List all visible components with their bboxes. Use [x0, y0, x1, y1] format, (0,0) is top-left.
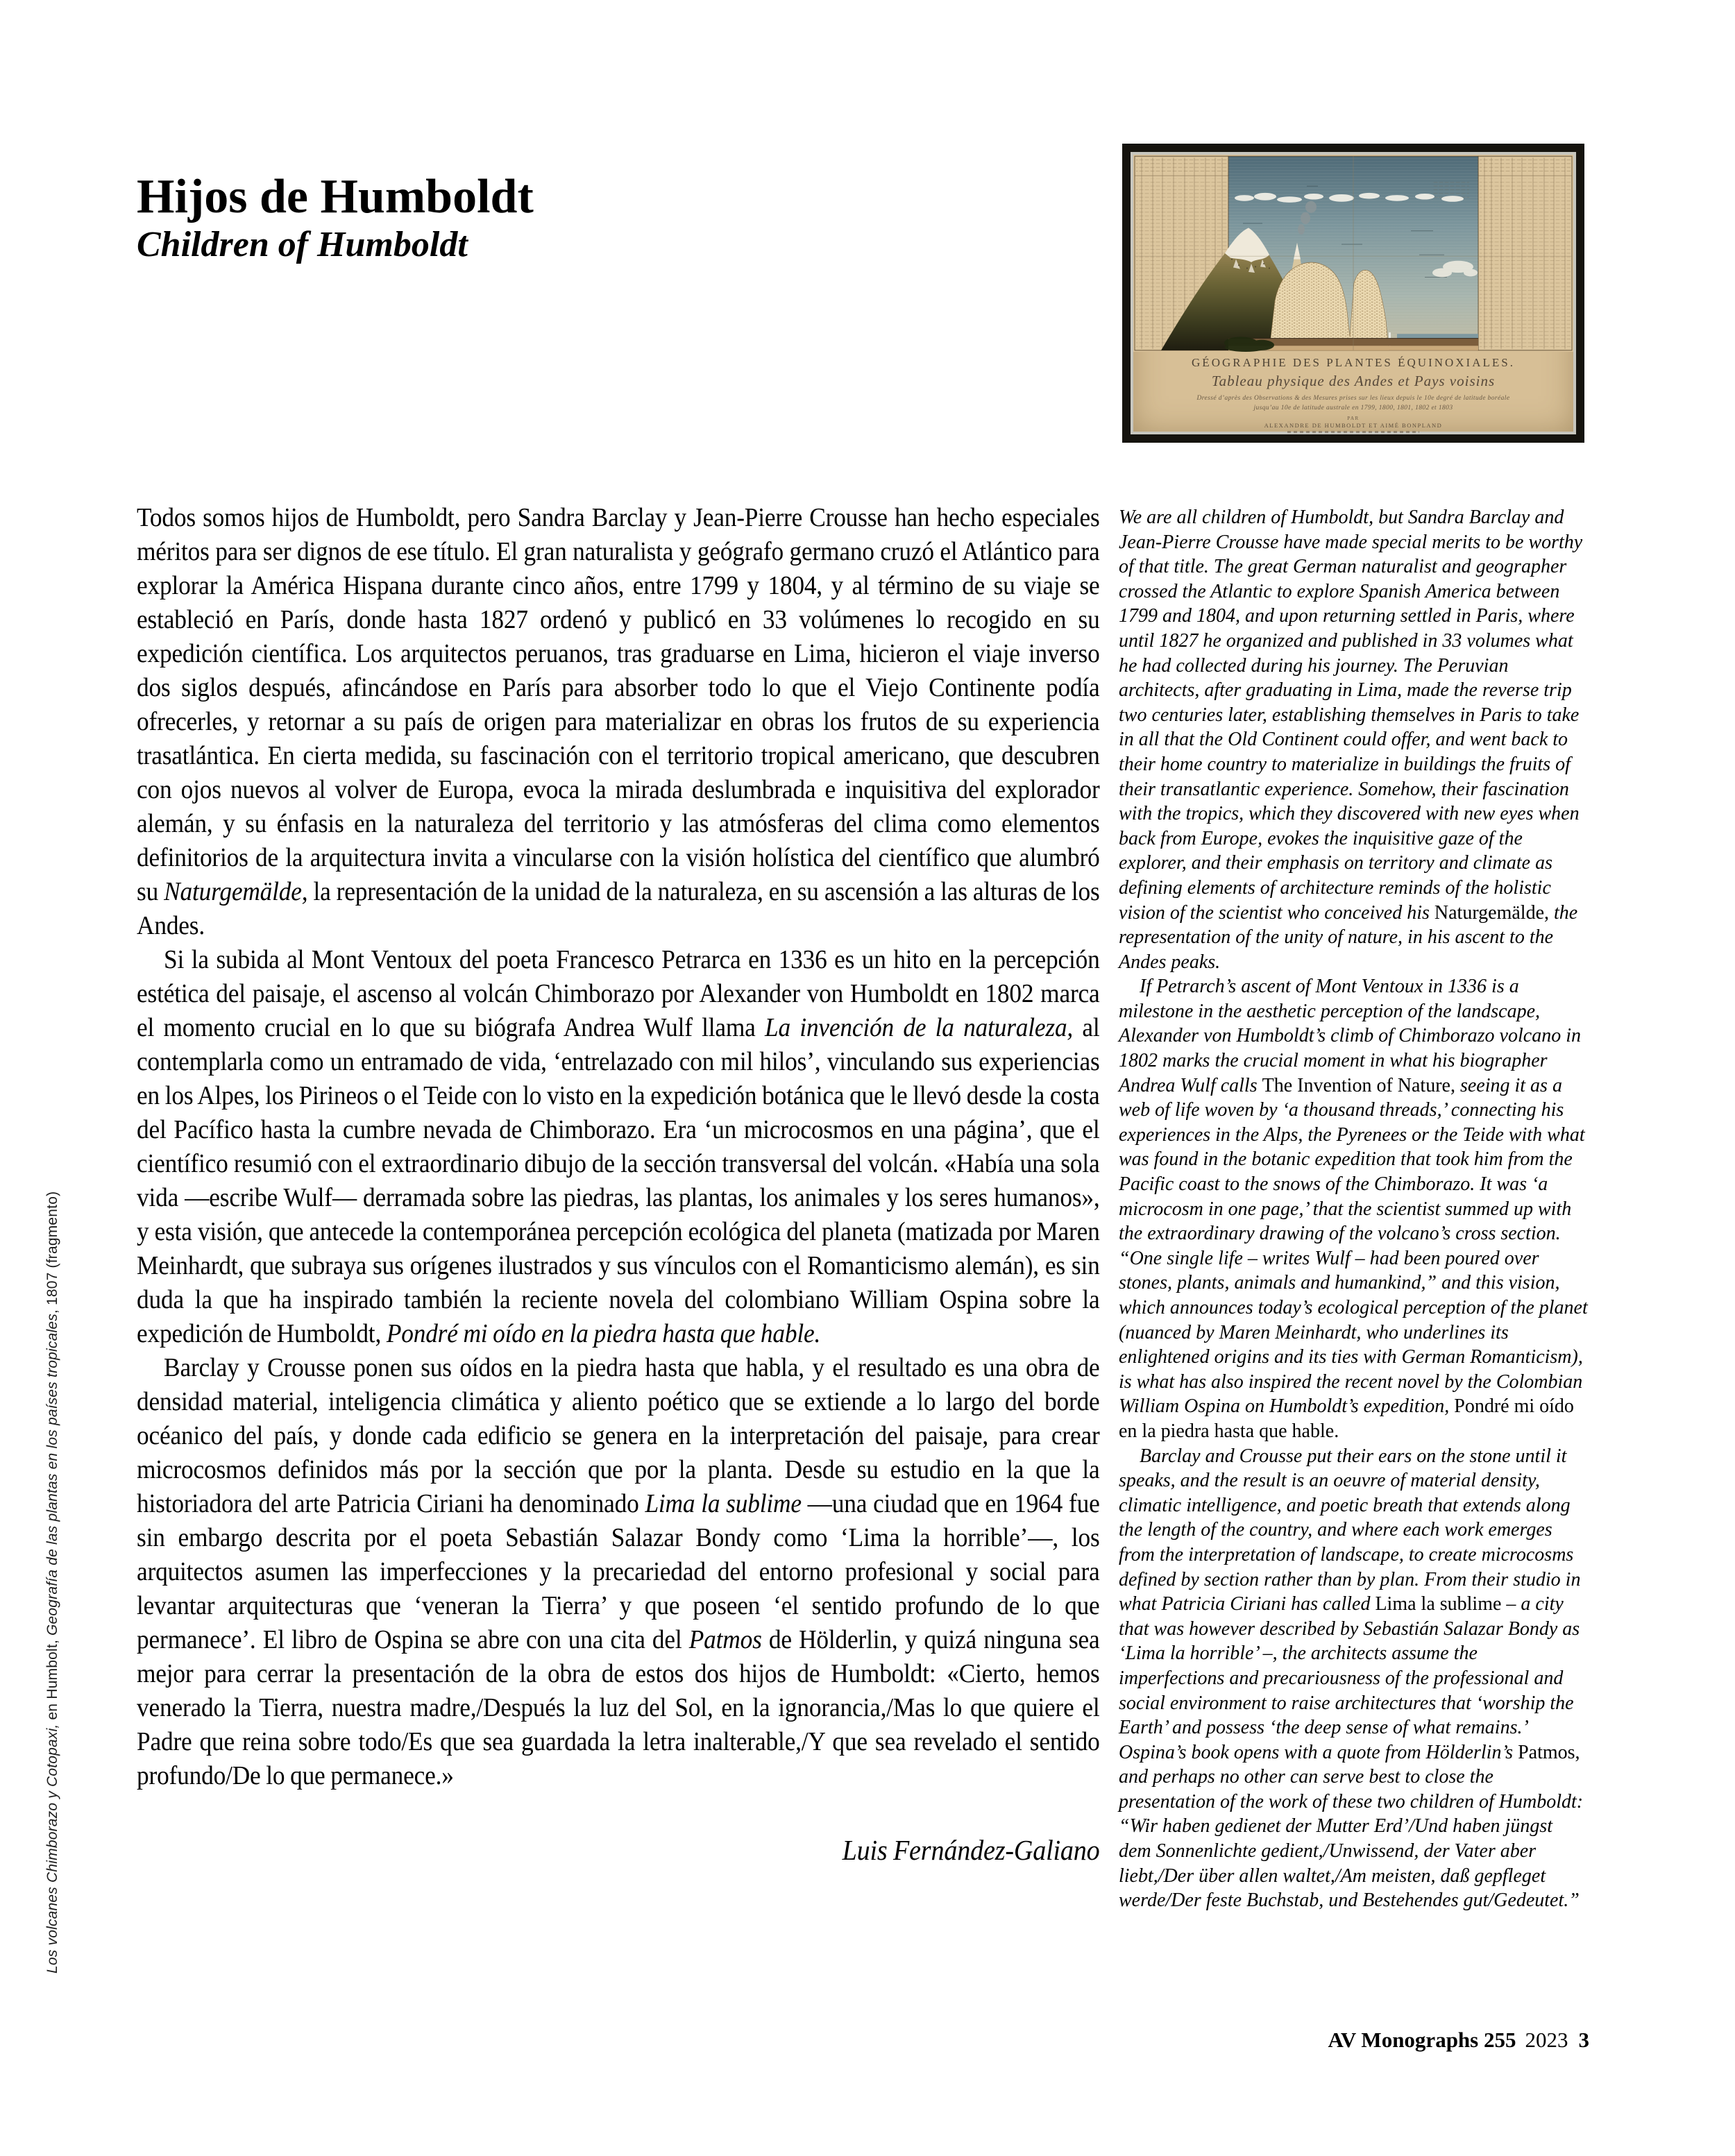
plate-byline-par: PAR	[1347, 416, 1360, 421]
plate-note-line2: jusqu’au 10e de latitude australe en 1799, 1800, 1801, 1802 et 1803	[1253, 405, 1453, 411]
paragraph: Todos somos hijos de Humboldt, pero Sandra Barclay y Jean-Pierre Crousse han hecho especiales méritos para ser dignos de ese título. El gran naturalista y geógrafo germano cruzó el Atlántico para explorar la América Hispana durante cinco años, entre 1799 y 1804, y al término de su viaje se estableció en París, donde hasta 1827 ordenó y publicó en 33 volúmenes lo recogido en su expedición científica. Los arquitectos peruanos, tras graduarse en Lima, hicieron el viaje inverso dos siglos después, afincándose en París para absorber todo lo que el Viejo Continente podía ofrecerles, y retornar a su país de origen para materializar en obras los frutos de su experiencia trasatlántica. En cierta medida, su fascinación con el territorio tropical americano, que descubren con ojos nuevos al volver de Europa, evoca la mirada deslumbrada e inquisitiva del explorador alemán, y su énfasis en la naturaleza del territorio y las atmósferas del clima como elementos definitorios de la arquitectura invita a vincularse con la visión holística del científico que alumbró su Naturgemälde, la representación de la unidad de la naturaleza, en su ascensión a las alturas de los Andes.	[137, 503, 1100, 940]
plate-title: GÉOGRAPHIE DES PLANTES ÉQUINOXIALES.	[1192, 356, 1515, 369]
paragraph: If Petrarch’s ascent of Mont Ventoux in 1336 is a milestone in the aesthetic perception of the landscape, Alexander von Humboldt’s climb of Chimborazo volcano in 1802 marks the crucial moment in what his biographer Andrea Wulf calls The Invention of Nature, seeing it as a web of life woven by ‘a thousand threads,’ connecting his experiences in the Alps, the Pyrenees or the Teide with what was found in the botanic expedition that took him from the Pacific coast to the snows of the Chimborazo. It was ‘a microcosm in one page,’ that the scientist summed up with the extraordinary drawing of the volcano’s cross section. “One single life – writes Wulf – had been poured over stones, plants, animals and humankind,” and this vision, which announces today’s ecological perception of the planet (nuanced by Maren Meinhardt, who underlines its enlightened origins and its ties with German Romanticism), is what has also inspired the recent novel by the Colombian William Ospina on Humboldt’s expedition, Pondré mi oído en la piedra hasta que hable.	[1119, 976, 1588, 1442]
footer-page-number: 3	[1578, 2028, 1589, 2052]
spanish-paragraphs	[137, 501, 1100, 1793]
page-subtitle: Children of Humboldt	[137, 225, 468, 265]
plate-note-line1: Dressé d’après des Observations & des Mesures prises sur les lieux depuis le 10e degré de latitude boréale	[1196, 395, 1510, 402]
footer-journal: AV Monographs 255	[1328, 2028, 1516, 2052]
page-footer	[1328, 2028, 1589, 2053]
page-title: Hijos de Humboldt	[137, 169, 534, 223]
paragraph: Barclay y Crousse ponen sus oídos en la piedra hasta que habla, y el resultado es una obra de densidad material, inteligencia climática y aliento poético que se extiende a lo largo del borde océanico del país, y donde cada edificio se genera en la interpretación del paisaje, para crear microcosmos definidos más por la sección que por la planta. Desde su estudio en la que la historiadora del arte Patricia Ciriani ha denominado Lima la sublime —una ciudad que en 1964 fue sin embargo descrita por el poeta Sebastián Salazar Bondy como ‘Lima la horrible’—, los arquitectos asumen las imperfecciones y la precariedad del entorno profesional y social para levantar arquitecturas que ‘veneran la Tierra’ y que poseen ‘el sentido profundo de lo que permanece’. El libro de Ospina se abre con una cita del Patmos de Hölderlin, y quizá ninguna sea mejor para cerrar la presentación de la obra de estos dos hijos de Humboldt: «Cierto, hemos venerado la Tierra, nuestra madre,/Después la luz del Sol, en la ignorancia,/Mas lo que quiere el Padre que reina sobre todo/Es que sea guardada la letra inalterable,/Y que sea revelado el sentido profundo/De lo que permanece.»	[137, 1353, 1100, 1790]
english-column	[1119, 505, 1588, 1913]
figure-rotated-caption: Los volcanes Chimborazo y Cotopaxi, en Humbolt, Geografía de las plantas en los países tropicales, 1807 (fragmento)	[44, 1191, 60, 1973]
plate-byline: ALEXANDRE DE HUMBOLDT ET AIMÉ BONPLAND	[1264, 422, 1443, 429]
paragraph: Si la subida al Mont Ventoux del poeta Francesco Petrarca en 1336 es un hito en la percepción estética del paisaje, el ascenso al volcán Chimborazo por Alexander von Humboldt en 1802 marca el momento crucial en lo que su biógrafa Andrea Wulf llama La invención de la naturaleza, al contemplarla como un entramado de vida, ‘entrelazado con mil hilos’, vinculando sus experiencias en los Alpes, los Pirineos o el Teide con lo visto en la expedición botánica que le llevó desde la costa del Pacífico hasta la cumbre nevada de Chimborazo. Era ‘un microcosmos en una página’, que el científico resumió con el extraordinario dibujo de la sección transversal del volcán. «Había una sola vida —escribe Wulf— derramada sobre las piedras, las plantas, los animales y los seres humanos», y esta visión, que antecede la contemporánea percepción ecológica del planeta (matizada por Maren Meinhardt, que subraya sus orígenes ilustrados y sus vínculos con el Romanticismo alemán), es sin duda la que ha inspirado también la reciente novela del colombiano William Ospina sobre la expedición de Humboldt, Pondré mi oído en la piedra hasta que hable.	[137, 945, 1100, 1348]
humboldt-plate-figure	[1122, 144, 1584, 443]
spanish-column	[137, 501, 1100, 1867]
paragraph: Barclay and Crousse put their ears on the stone until it speaks, and the result is an oeuvre of material density, climatic intelligence, and poetic breath that extends along the length of the country, and where each work emerges from the interpretation of landscape, to create microcosms defined by section rather than by plan. From their studio in what Patricia Ciriani has called Lima la sublime – a city that was however described by Sebastián Salazar Bondy as ‘Lima la horrible’ –, the architects assume the imperfections and precariousness of the professional and social environment to raise architectures that ‘worship the Earth’ and possess ‘the deep sense of what remains.’ Ospina’s book opens with a quote from Hölderlin’s Patmos, and perhaps no other can serve best to close the presentation of the work of these two children of Humboldt: “Wir haben gedienet der Mutter Erd’/Und haben jüngst dem Sonnenlichte gedient,/Unwissend, der Vater aber liebt,/Der über allen waltet,/Am meisten, daß gepfleget werde/Der feste Buchstab, und Bestehendes gut/Gedeutet.”	[1119, 1445, 1584, 1912]
footer-year: 2023	[1525, 2028, 1568, 2052]
english-paragraphs	[1119, 505, 1588, 1913]
paragraph: We are all children of Humboldt, but Sandra Barclay and Jean-Pierre Crousse have made special merits to be worthy of that title. The great German naturalist and geographer crossed the Atlantic to explore Spanish America between 1799 and 1804, and upon returning settled in Paris, where until 1827 he organized and published in 33 volumes what he had collected during his journey. The Peruvian architects, after graduating in Lima, made the reverse trip two centuries later, establishing themselves in Paris to take in all that the Old Continent could offer, and went back to their home country to materialize in buildings the fruits of their transatlantic experience. Somehow, their fascination with the tropics, which they discovered with new eyes when back from Europe, evokes the inquisitive gaze of the explorer, and their emphasis on territory and climate as defining elements of architecture reminds of the holistic vision of the scientist who conceived his Naturgemälde, the representation of the unity of nature, in his ascent to the Andes peaks.	[1119, 507, 1583, 973]
humboldt-plate-illustration	[1133, 155, 1573, 352]
author-byline: Luis Fernández-Galiano	[842, 1834, 1100, 1866]
plate-parchment	[1131, 152, 1576, 434]
plate-imprint-line	[1287, 431, 1419, 433]
plate-script-subtitle: Tableau physique des Andes et Pays voisins	[1211, 373, 1496, 389]
